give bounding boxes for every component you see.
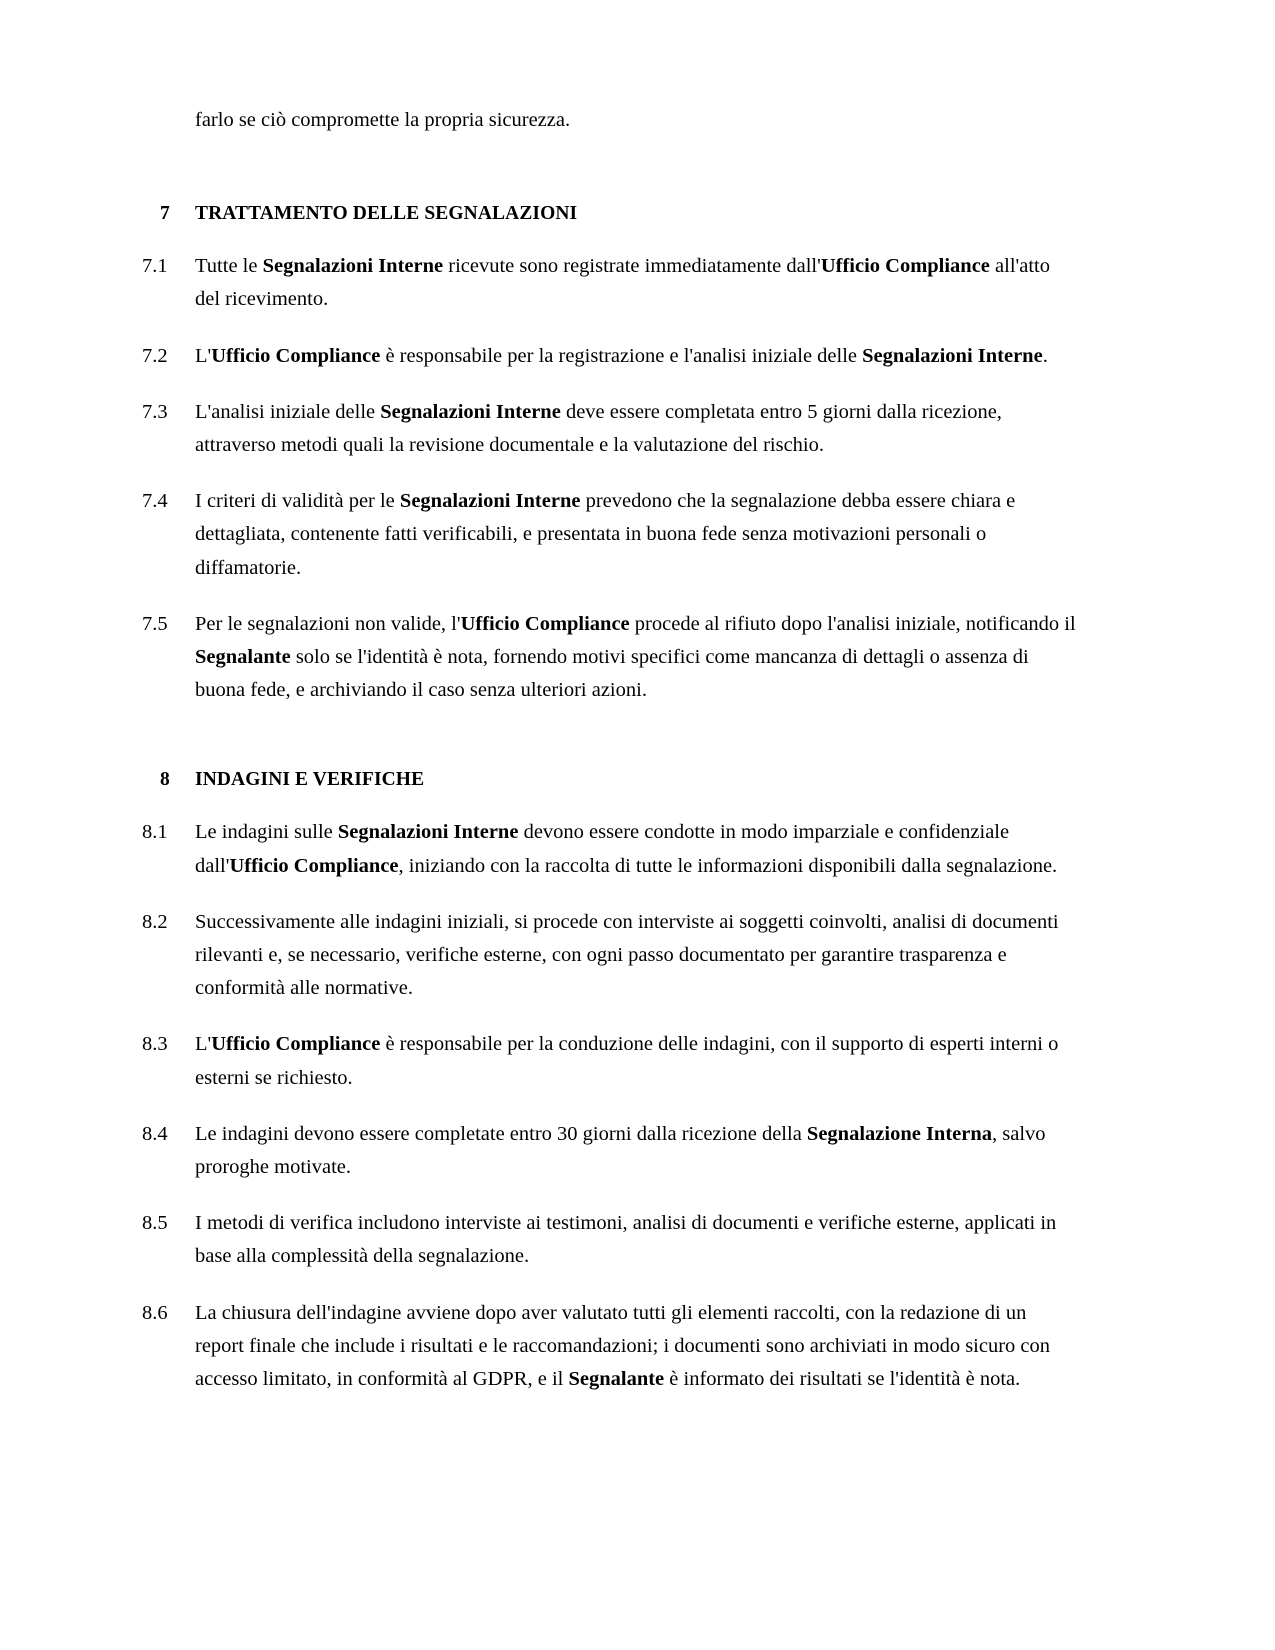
clause-text bbox=[195, 396, 1077, 462]
clause-number: 8.5 bbox=[142, 1212, 168, 1235]
clause-text bbox=[195, 1028, 1077, 1094]
section-title: TRATTAMENTO DELLE SEGNALAZIONI bbox=[195, 203, 578, 225]
clause-run: procede al rifiuto dopo l'analisi iniziale, notificando il bbox=[629, 612, 1076, 635]
clause bbox=[142, 396, 1077, 462]
clause-run: è responsabile per la registrazione e l'analisi iniziale delle bbox=[380, 344, 863, 367]
clause-list-8 bbox=[142, 816, 1077, 1396]
emphasis-term: Segnalazione Interna bbox=[806, 1122, 992, 1145]
clause-text bbox=[195, 340, 1077, 373]
spacer bbox=[142, 791, 1077, 816]
emphasis-term: Segnalazioni Interne bbox=[380, 400, 561, 423]
emphasis-term: Segnalazioni Interne bbox=[337, 821, 519, 844]
clause bbox=[142, 906, 1077, 1006]
clause-text bbox=[195, 1118, 1077, 1184]
emphasis-term: Ufficio Compliance bbox=[211, 344, 381, 367]
clause-number: 8.6 bbox=[142, 1301, 168, 1324]
emphasis-term: Ufficio Compliance bbox=[820, 255, 990, 278]
clause-text bbox=[195, 1297, 1077, 1397]
clause bbox=[142, 1118, 1077, 1184]
clause bbox=[142, 1297, 1077, 1397]
spacer bbox=[142, 225, 1077, 250]
clause bbox=[142, 816, 1077, 882]
clause bbox=[142, 1028, 1077, 1094]
emphasis-term: Segnalante bbox=[568, 1368, 665, 1391]
section-heading-8 bbox=[142, 769, 1077, 791]
clause-run: è responsabile per la conduzione delle indagini, con il supporto di esperti interni o esterni se richiesto. bbox=[195, 1033, 1059, 1089]
clause-text bbox=[195, 816, 1077, 882]
clause-text bbox=[195, 1207, 1077, 1273]
clause-run: devono essere condotte in modo imparziale e confidenziale dall' bbox=[195, 821, 1010, 877]
clause-number: 7.3 bbox=[142, 400, 168, 423]
clause-run: , salvo proroghe motivate. bbox=[195, 1122, 1046, 1179]
clause-number: 8.2 bbox=[142, 910, 168, 933]
clause-run: ricevute sono registrate immediatamente dall' bbox=[443, 255, 821, 278]
clause-number: 7.1 bbox=[142, 255, 168, 278]
clause-number: 7.4 bbox=[142, 490, 168, 513]
clause-run: L' bbox=[195, 1033, 212, 1056]
clause-number: 8.4 bbox=[142, 1122, 168, 1145]
emphasis-term: Ufficio Compliance bbox=[460, 612, 630, 635]
emphasis-term: Ufficio Compliance bbox=[229, 854, 399, 877]
clause-list-7 bbox=[142, 250, 1077, 707]
section-title: INDAGINI E VERIFICHE bbox=[195, 769, 425, 791]
clause bbox=[142, 485, 1077, 585]
clause-run: La chiusura dell'indagine avviene dopo aver valutato tutti gli elementi raccolti, con la redazione di un report finale che include i risultati e le raccomandazioni; i documenti sono archiviati in modo sicuro con accesso limitato, in conformità al GDPR, e il bbox=[195, 1301, 1051, 1391]
clause-run: Per le segnalazioni non valide, l' bbox=[195, 612, 461, 635]
clause-run: Le indagini sulle bbox=[195, 821, 338, 844]
emphasis-term: Segnalazioni Interne bbox=[862, 344, 1043, 367]
clause-number: 7.2 bbox=[142, 344, 168, 367]
clause-run: L'analisi iniziale delle bbox=[195, 400, 381, 423]
section-heading-7 bbox=[142, 203, 1077, 225]
continued-paragraph: farlo se ciò compromette la propria sicurezza. bbox=[195, 109, 571, 131]
emphasis-term: Segnalazioni Interne bbox=[262, 255, 444, 278]
emphasis-term: Ufficio Compliance bbox=[211, 1033, 381, 1056]
section-number: 8 bbox=[160, 769, 170, 791]
clause-run: solo se l'identità è nota, fornendo motivi specifici come mancanza di dettagli o assenza di buona fede, e archiviando il caso senza ulteriori azioni. bbox=[195, 646, 1029, 702]
clause-text bbox=[195, 608, 1077, 708]
clause-run: all'atto del ricevimento. bbox=[195, 255, 1050, 311]
clause-run: I criteri di validità per le bbox=[195, 490, 400, 513]
clause-run: è informato dei risultati se l'identità è nota. bbox=[664, 1368, 1021, 1391]
spacer bbox=[142, 707, 1077, 769]
clause-number: 7.5 bbox=[142, 612, 168, 635]
clause-run: prevedono che la segnalazione debba essere chiara e dettagliata, contenente fatti verificabili, e presentata in buona fede senza motivazioni personali o diffamatorie. bbox=[195, 490, 1016, 579]
clause-run: L' bbox=[195, 344, 212, 367]
clause-run: Successivamente alle indagini iniziali, si procede con interviste ai soggetti coinvolti, analisi di documenti rilevanti e, se necessario, verifiche esterne, con ogni passo documentato per garantire trasparenza e conformità alle normative. bbox=[195, 910, 1059, 1000]
clause bbox=[142, 340, 1077, 373]
emphasis-term: Segnalazioni Interne bbox=[399, 490, 581, 513]
page-content bbox=[142, 104, 1077, 1396]
clause bbox=[142, 250, 1077, 316]
clause-run: . bbox=[1042, 344, 1048, 367]
clause-number: 8.1 bbox=[142, 821, 168, 844]
clause-run: I metodi di verifica includono interviste ai testimoni, analisi di documenti e verifiche esterne, applicati in base alla complessità della segnalazione. bbox=[195, 1212, 1057, 1268]
clause-text bbox=[195, 485, 1077, 585]
clause-run: , iniziando con la raccolta di tutte le informazioni disponibili dalla segnalazione. bbox=[398, 854, 1058, 877]
clause-text bbox=[195, 250, 1077, 316]
clause-text bbox=[195, 906, 1077, 1006]
clause bbox=[142, 608, 1077, 708]
clause-number: 8.3 bbox=[142, 1033, 168, 1056]
emphasis-term: Segnalante bbox=[195, 646, 291, 669]
clause bbox=[142, 1207, 1077, 1273]
clause-run: Tutte le bbox=[195, 255, 263, 278]
section-number: 7 bbox=[160, 203, 170, 225]
spacer bbox=[142, 137, 1077, 203]
clause-run: deve essere completata entro 5 giorni dalla ricezione, attraverso metodi quali la revisione documentale e la valutazione del rischio. bbox=[195, 400, 1002, 457]
clause-run: Le indagini devono essere completate entro 30 giorni dalla ricezione della bbox=[195, 1122, 807, 1145]
